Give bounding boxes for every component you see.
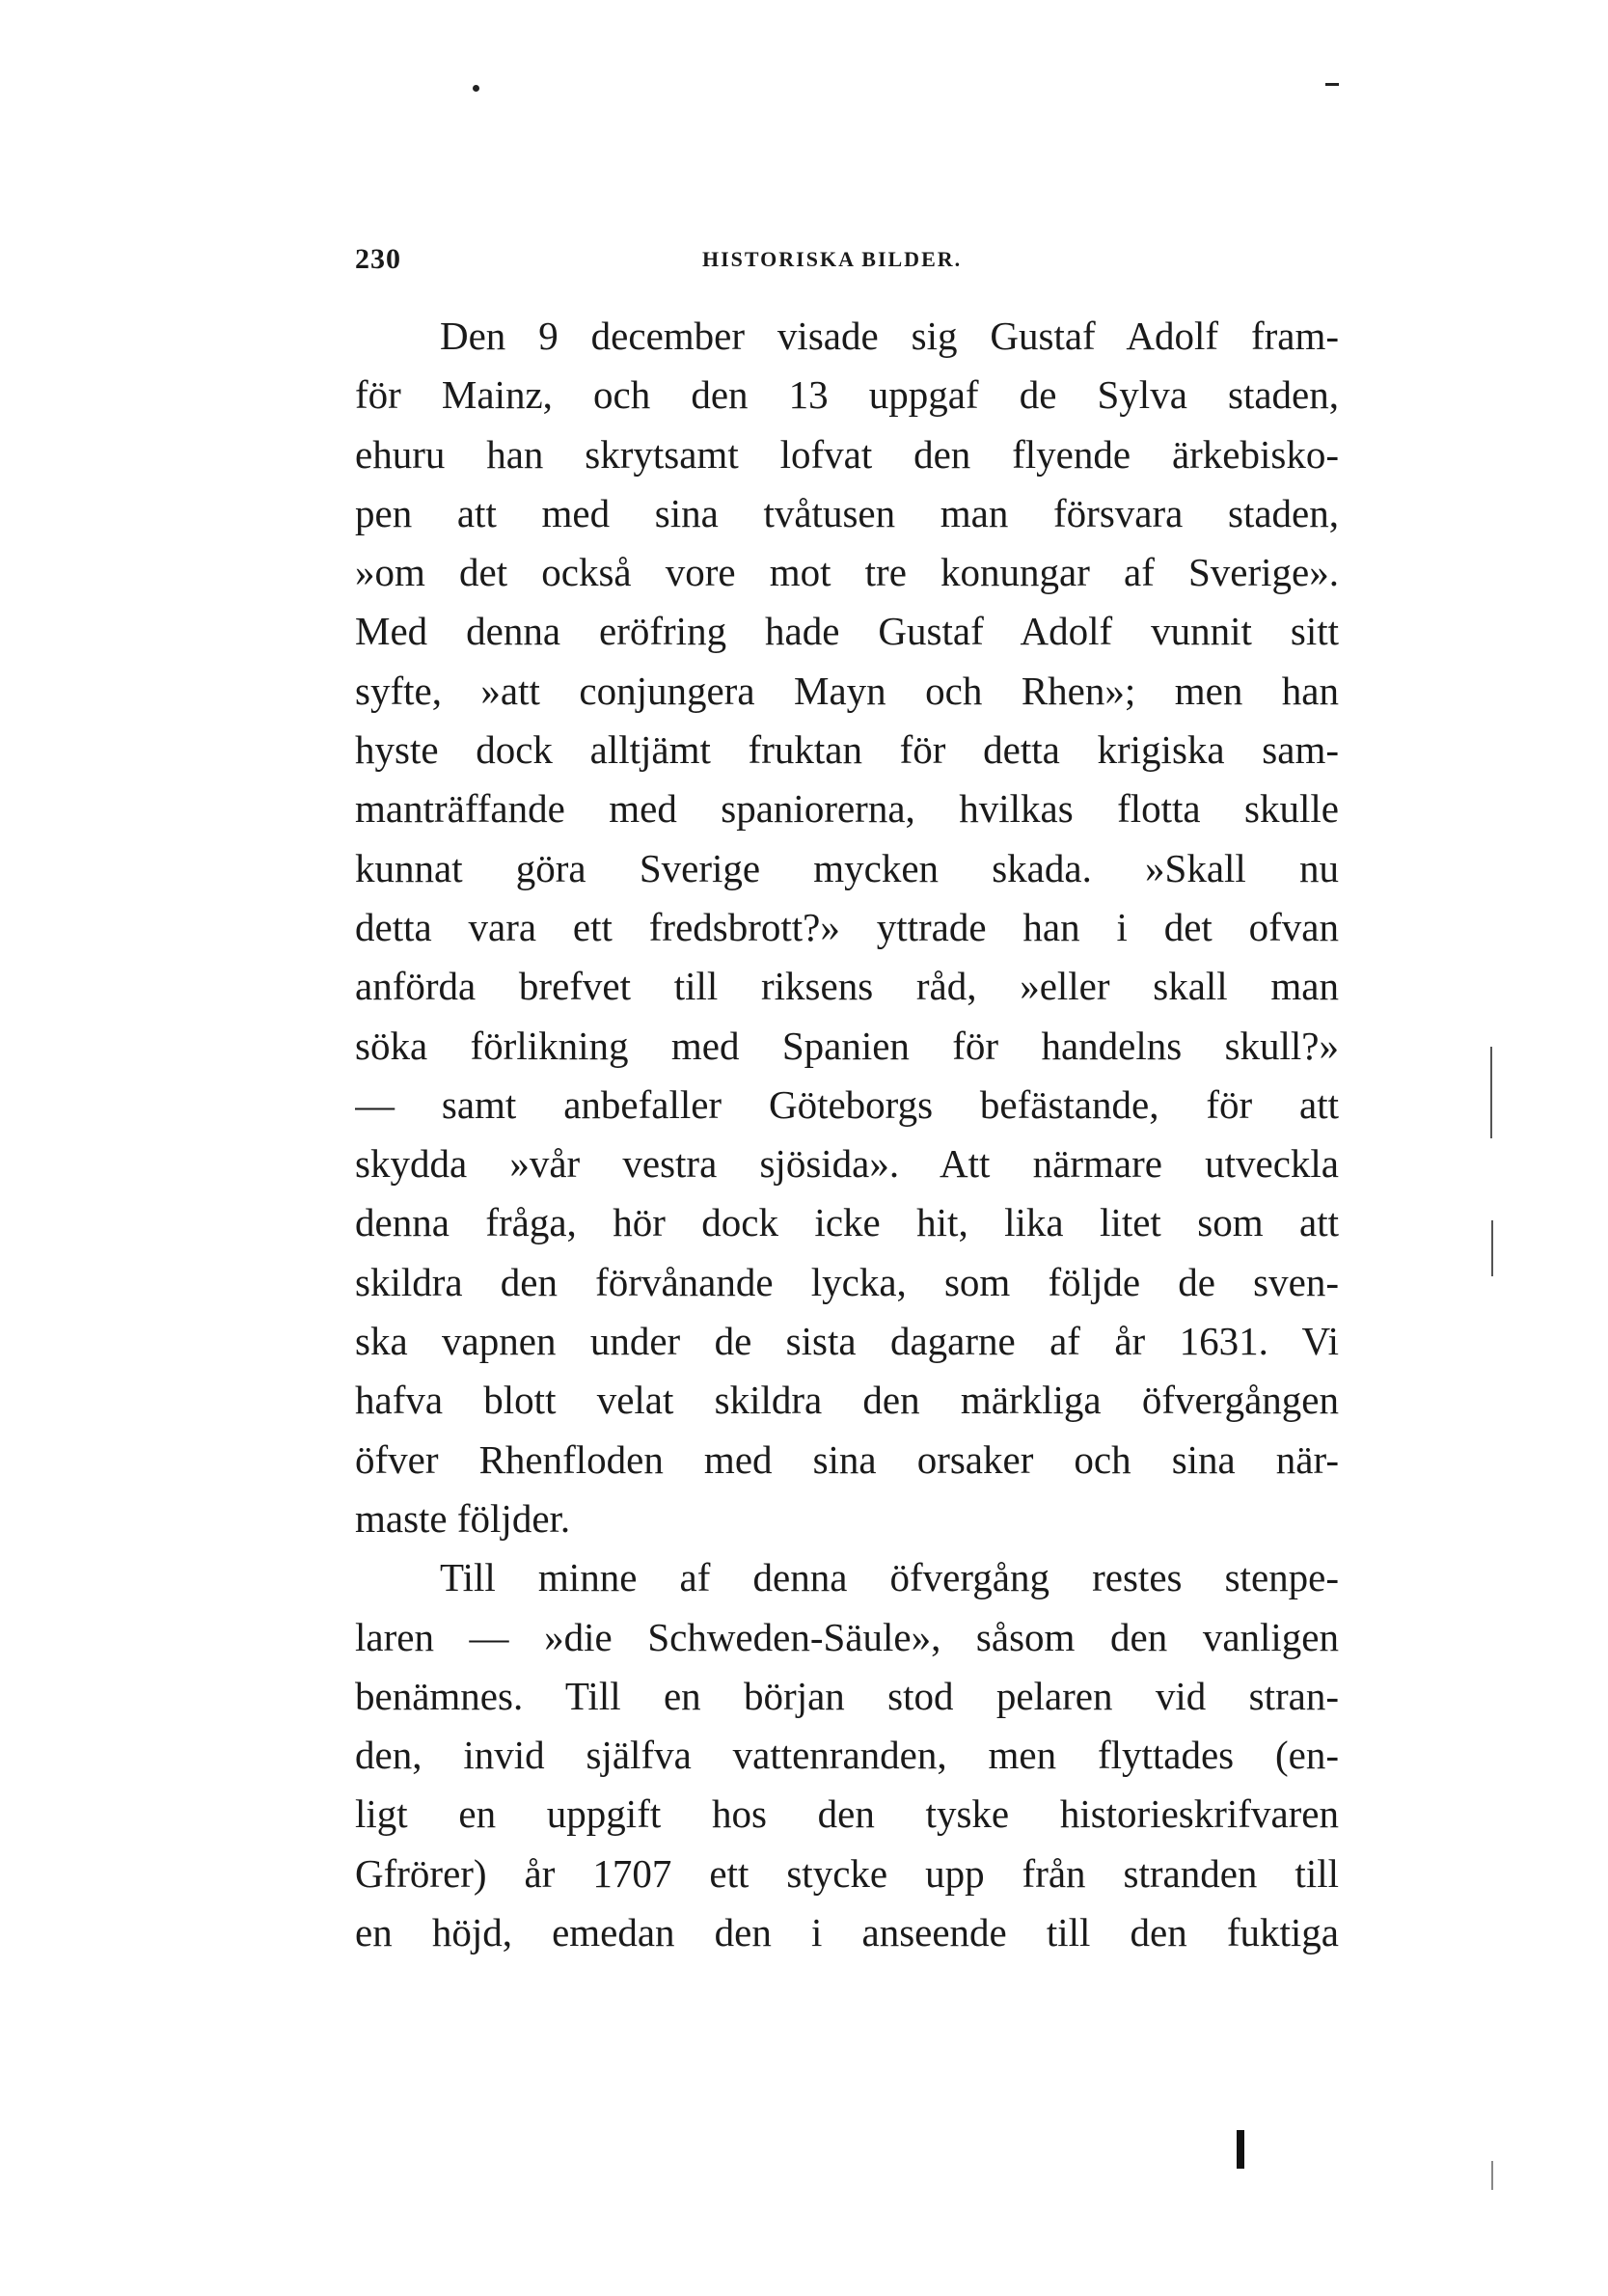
text-line: ska vapnen under de sista dagarne af år 1631. Vi <box>355 1319 1339 1364</box>
scan-speck <box>473 85 479 92</box>
text-line: kunnat göra Sverige mycken skada. »Skall nu <box>355 845 1339 890</box>
text-line: ligt en uppgift hos den tyske historieskrifvaren <box>355 1791 1339 1837</box>
text-line: Till minne af denna öfvergång restes stenpe- <box>440 1555 1339 1600</box>
text-line: öfver Rhenfloden med sina orsaker och sina när- <box>355 1436 1339 1482</box>
text-line: Den 9 december visade sig Gustaf Adolf fram- <box>440 314 1339 358</box>
text-line: »om det också vore mot tre konungar af Sverige». <box>355 550 1339 595</box>
text-line: detta vara ett fredsbrott?» yttrade han i det ofvan <box>355 904 1339 949</box>
text-line: hyste dock alltjämt fruktan för detta krigiska sam- <box>355 727 1339 773</box>
text-line: hafva blott velat skildra den märkliga öfvergången <box>355 1378 1339 1423</box>
scan-speck <box>1490 1047 1492 1138</box>
text-line: benämnes. Till en början stod pelaren vid stran- <box>355 1673 1339 1718</box>
text-line: — samt anbefaller Göteborgs befästande, för att <box>355 1081 1339 1127</box>
page-number: 230 <box>355 243 401 275</box>
scan-speck <box>1491 2161 1493 2190</box>
scan-speck <box>1325 83 1339 86</box>
text-line: pen att med sina tvåtusen man försvara staden, <box>355 490 1339 535</box>
text-line: denna fråga, hör dock icke hit, lika litet som att <box>355 1200 1339 1245</box>
text-line: söka förlikning med Spanien för handelns skull?» <box>355 1023 1339 1068</box>
text-line: manträffande med spaniorerna, hvilkas flotta skulle <box>355 786 1339 832</box>
text-line: skydda »vår vestra sjösida». Att närmare utveckla <box>355 1141 1339 1187</box>
scan-speck <box>1491 1220 1493 1276</box>
text-line: syfte, »att conjungera Mayn och Rhen»; men han <box>355 668 1339 713</box>
text-line: laren — »die Schweden-Säule», såsom den vanligen <box>355 1614 1339 1659</box>
text-line: en höjd, emedan den i anseende till den fuktiga <box>355 1910 1339 1955</box>
text-line: Med denna eröfring hade Gustaf Adolf vunnit sitt <box>355 609 1339 654</box>
scan-speck <box>1237 2130 1244 2169</box>
running-head: HISTORISKA BILDER. <box>702 247 963 271</box>
text-line: för Mainz, och den 13 uppgaf de Sylva staden, <box>355 372 1339 418</box>
text-line: anförda brefvet till riksens råd, »eller skall man <box>355 964 1339 1009</box>
text-line: maste följder. <box>355 1495 571 1541</box>
page-header <box>355 243 1339 282</box>
text-line: Gfrörer) år 1707 ett stycke upp från stranden till <box>355 1850 1339 1896</box>
text-line: ehuru han skrytsamt lofvat den flyende ärkebisko- <box>355 431 1339 477</box>
text-line: skildra den förvånande lycka, som följde de sven- <box>355 1259 1339 1304</box>
body-text <box>355 307 1339 1962</box>
text-line: den, invid själfva vattenranden, men flyttades (en- <box>355 1733 1339 1778</box>
